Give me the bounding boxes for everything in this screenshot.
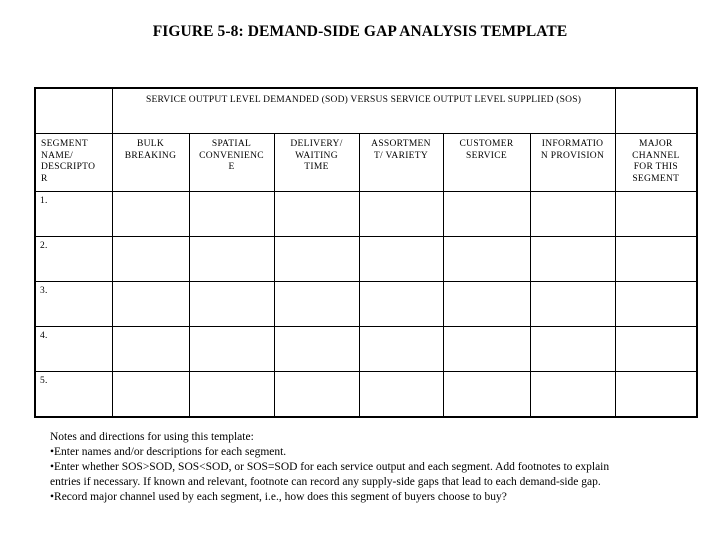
table-row — [35, 372, 697, 418]
table-cell[interactable] — [359, 327, 443, 372]
header-customer-service: CUSTOMER SERVICE — [443, 134, 530, 192]
table-cell[interactable] — [530, 192, 615, 237]
table-cell[interactable] — [274, 327, 359, 372]
table-cell[interactable] — [530, 282, 615, 327]
header-segment: SEGMENT NAME/ DESCRIPTO R — [35, 134, 112, 192]
header-major-channel: MAJOR CHANNEL FOR THIS SEGMENT — [615, 134, 697, 192]
table-cell[interactable] — [189, 192, 274, 237]
table-cell[interactable] — [359, 282, 443, 327]
table-cell[interactable] — [274, 237, 359, 282]
table-cell[interactable] — [112, 372, 189, 418]
header-information-provision: INFORMATIO N PROVISION — [530, 134, 615, 192]
table-cell[interactable] — [189, 282, 274, 327]
table-row — [35, 237, 697, 282]
table-row — [35, 192, 697, 237]
table-cell[interactable] — [530, 372, 615, 418]
table-cell[interactable] — [112, 237, 189, 282]
top-right-empty-cell — [615, 88, 697, 134]
table-cell[interactable] — [274, 192, 359, 237]
table-cell[interactable] — [443, 237, 530, 282]
notes-line: •Enter whether SOS>SOD, SOS<SOD, or SOS=SOD for each service output and each segment. Add footnotes to explain — [50, 461, 610, 473]
table-cell[interactable] — [359, 372, 443, 418]
table-cell[interactable] — [443, 282, 530, 327]
table-cell[interactable] — [615, 282, 697, 327]
table-cell[interactable] — [359, 237, 443, 282]
table-cell[interactable] — [359, 192, 443, 237]
header-spatial-convenience: SPATIAL CONVENIENC E — [189, 134, 274, 192]
notes-line: •Record major channel used by each segment, i.e., how does this segment of buyers choose to buy? — [50, 491, 507, 503]
notes-line: •Enter names and/or descriptions for each segment. — [50, 446, 287, 458]
table-cell[interactable] — [112, 192, 189, 237]
notes-line: entries if necessary. If known and relevant, footnote can record any supply-side gaps that lead to each demand-side gap. — [50, 476, 601, 488]
notes-heading: Notes and directions for using this template: — [50, 431, 254, 443]
table-cell[interactable] — [615, 372, 697, 418]
table-cell[interactable] — [112, 282, 189, 327]
table-cell[interactable] — [443, 192, 530, 237]
table-cell[interactable] — [615, 192, 697, 237]
table-cell[interactable] — [530, 237, 615, 282]
table-cell[interactable] — [443, 327, 530, 372]
table-cell[interactable] — [189, 372, 274, 418]
table-cell[interactable] — [530, 327, 615, 372]
table-cell[interactable] — [189, 237, 274, 282]
row-label: 4. — [35, 327, 112, 372]
table-row — [35, 282, 697, 327]
table-cell[interactable] — [443, 372, 530, 418]
header-assortment-variety: ASSORTMEN T/ VARIETY — [359, 134, 443, 192]
row-label: 5. — [35, 372, 112, 418]
table-cell[interactable] — [615, 327, 697, 372]
header-bulk-breaking: BULK BREAKING — [112, 134, 189, 192]
row-label: 3. — [35, 282, 112, 327]
table-cell[interactable] — [274, 372, 359, 418]
table-row — [35, 327, 697, 372]
row-label: 2. — [35, 237, 112, 282]
gap-analysis-table — [34, 87, 698, 418]
header-delivery-waiting-time: DELIVERY/ WAITING TIME — [274, 134, 359, 192]
row-label: 1. — [35, 192, 112, 237]
page-title: FIGURE 5-8: DEMAND-SIDE GAP ANALYSIS TEMPLATE — [152, 23, 568, 40]
table-cell[interactable] — [189, 327, 274, 372]
table-cell[interactable] — [112, 327, 189, 372]
table-cell[interactable] — [615, 237, 697, 282]
notes-section — [50, 430, 690, 505]
table-banner: SERVICE OUTPUT LEVEL DEMANDED (SOD) VERSUS SERVICE OUTPUT LEVEL SUPPLIED (SOS) — [112, 88, 615, 134]
table-cell[interactable] — [274, 282, 359, 327]
top-left-empty-cell — [35, 88, 112, 134]
